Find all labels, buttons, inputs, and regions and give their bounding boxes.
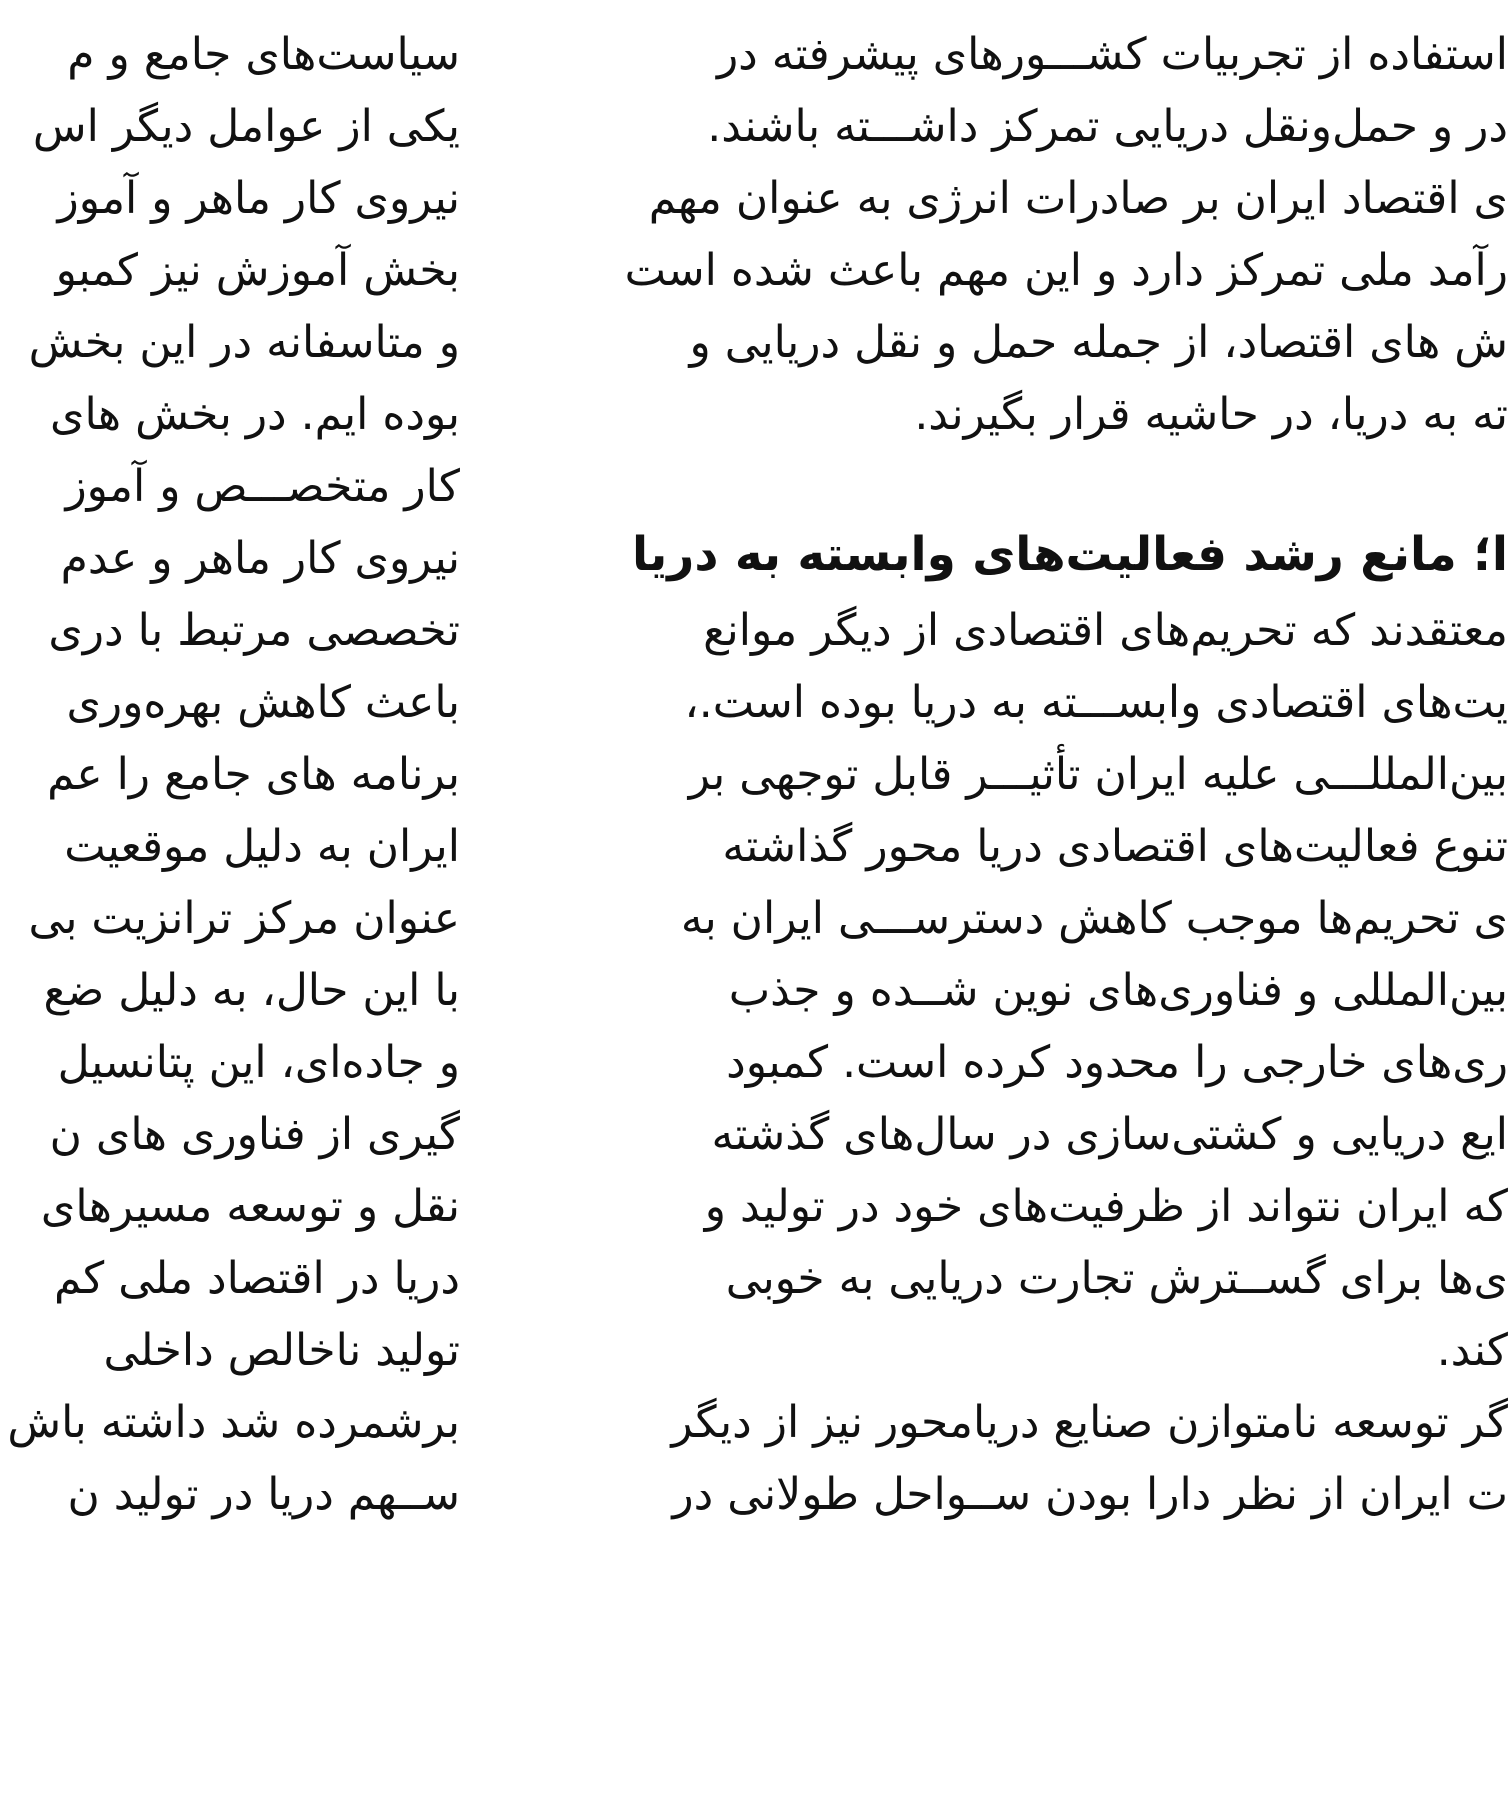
text-line: گر توسعه نامتوازن صنایع دریامحور نیز از دیگر	[671, 1397, 1508, 1448]
text-line: بین‌المللـــی علیه ایران تأثیـــر قابل توجهی بر	[688, 749, 1508, 800]
text-line: برشمرده شد داشته باش	[7, 1397, 460, 1448]
text-line: گیری از فناوری های ن	[49, 1109, 460, 1160]
text-line: عنوان مرکز ترانزیت بی	[28, 893, 460, 944]
text-line: ت ایران از نظر دارا بودن ســواحل طولانی در	[672, 1469, 1508, 1520]
text-line: ایع دریایی و کشتی‌سازی در سال‌های گذشته	[711, 1109, 1508, 1160]
text-line: بخش آموزش نیز کمبو	[55, 245, 460, 296]
text-line: در و حمل‌ونقل دریایی تمرکز داشـــته باشند.	[707, 101, 1508, 152]
text-line: کار متخصـــص و آموز	[65, 461, 460, 512]
text-line: استفاده از تجربیات کشـــورهای پیشرفته در	[716, 29, 1508, 80]
text-line: یت‌های اقتصادی وابســـته به دریا بوده است.،	[684, 677, 1508, 728]
text-line: یکی از عوامل دیگر اس	[32, 101, 460, 152]
text-line: باعث کاهش بهره‌وری	[66, 677, 460, 728]
text-line: تنوع فعالیت‌های اقتصادی دریا محور گذاشته	[722, 821, 1508, 872]
text-line: و جاده‌ای، این پتانسیل	[57, 1037, 460, 1088]
text-line: سیاست‌های جامع و م	[67, 29, 460, 80]
text-line: دریا در اقتصاد ملی کم	[53, 1253, 460, 1304]
text-line: ری‌های خارجی را محدود کرده است. کمبود	[726, 1037, 1508, 1088]
text-line: و متاسفانه در این بخش	[28, 317, 460, 368]
text-line: تخصصی مرتبط با دری	[48, 605, 460, 656]
text-line: ی اقتصاد ایران بر صادرات انرژی به عنوان مهم	[648, 173, 1508, 224]
text-line: ته به دریا، در حاشیه قرار بگیرند.	[914, 389, 1508, 440]
text-line: با این حال، به دلیل ضع	[43, 965, 460, 1016]
text-line: نیروی کار ماهر و عدم	[60, 533, 460, 584]
text-line: ش های اقتصاد، از جمله حمل و نقل دریایی و	[689, 317, 1508, 368]
text-line: بوده ایم. در بخش های	[50, 389, 460, 440]
text-line: نقل و توسعه مسیرهای	[40, 1181, 460, 1232]
text-line: بین‌المللی و فناوری‌های نوین شــده و جذب	[728, 965, 1508, 1016]
text-line: رآمد ملی تمرکز دارد و این مهم باعث شده است	[624, 245, 1508, 296]
text-line: که ایران نتواند از ظرفیت‌های خود در تولید و	[704, 1181, 1508, 1232]
section-heading: ا؛ مانع رشد فعالیت‌های وابسته به دریا	[632, 527, 1508, 582]
text-line: معتقدند که تحریم‌های اقتصادی از دیگر موانع	[703, 605, 1508, 656]
text-line: ســهم دریا در تولید ن	[67, 1469, 460, 1520]
text-line: ی تحریم‌ها موجب کاهش دسترســـی ایران به	[680, 893, 1508, 944]
text-line: تولید ناخالص داخلی	[103, 1325, 460, 1376]
text-line: نیروی کار ماهر و آموز	[57, 173, 460, 224]
text-line: برنامه های جامع را عم	[47, 749, 460, 800]
text-line: ی‌ها برای گســترش تجارت دریایی به خوبی	[725, 1253, 1508, 1304]
text-line: ایران به دلیل موقعیت	[64, 821, 460, 872]
text-line: کند.	[1436, 1325, 1508, 1376]
